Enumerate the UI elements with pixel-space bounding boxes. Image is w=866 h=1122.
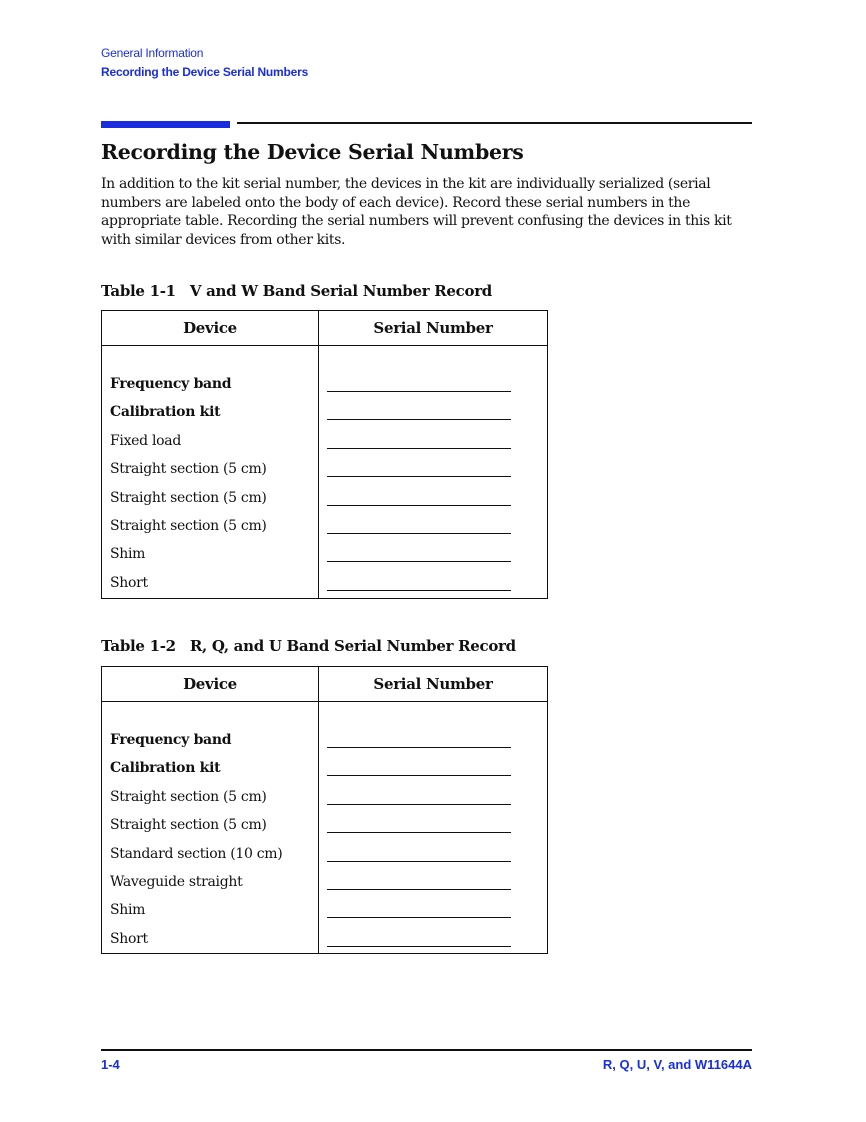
device-name: Straight section (5 cm)	[110, 461, 267, 478]
serial-number-blank	[327, 861, 511, 862]
serial-number-blank	[327, 832, 511, 833]
column-header-device: Device	[183, 319, 237, 337]
table-row	[102, 433, 547, 461]
column-header-serial-number: Serial Number	[373, 319, 493, 337]
column-header-serial-number: Serial Number	[373, 675, 493, 693]
page-title: Recording the Device Serial Numbers	[101, 140, 524, 164]
device-name: Waveguide straight	[110, 874, 243, 890]
serial-table-r-q-u-band	[101, 666, 548, 954]
section-accent-bar	[101, 121, 230, 128]
table-row	[102, 575, 547, 603]
serial-number-blank	[327, 946, 511, 947]
breadcrumb-subsection: Recording the Device Serial Numbers	[101, 65, 309, 79]
page-number: 1-4	[101, 1057, 120, 1072]
table-1-caption	[101, 282, 492, 300]
device-name: Straight section (5 cm)	[110, 518, 267, 534]
table-row	[102, 817, 547, 845]
table-header-row	[102, 311, 547, 346]
table-row	[102, 404, 547, 432]
serial-number-blank	[327, 804, 511, 805]
device-name: Fixed load	[110, 432, 181, 449]
serial-number-blank	[327, 476, 511, 477]
column-header-device: Device	[183, 675, 237, 693]
intro-paragraph: In addition to the kit serial number, the devices in the kit are individually serialized (serial numbers are labeled onto the body of each device). Record these serial numbers in the appropriate table. Recording the serial numbers will prevent confusing the devices in this kit with similar devices from other kits.	[101, 176, 732, 248]
serial-number-blank	[327, 747, 511, 748]
table-header-row	[102, 667, 547, 702]
manual-model: R, Q, U, V, and W11644A	[602, 1057, 752, 1072]
device-name: Calibration kit	[110, 760, 221, 777]
serial-number-blank	[327, 917, 511, 918]
table-2-caption	[101, 637, 516, 655]
device-name: Straight section (5 cm)	[110, 788, 267, 805]
table-row	[102, 902, 547, 930]
table-row	[102, 376, 547, 404]
device-name: Short	[110, 574, 148, 591]
serial-number-blank	[327, 448, 511, 449]
device-name: Short	[110, 930, 148, 947]
breadcrumb-section: General Information	[101, 46, 204, 60]
table-row	[102, 546, 547, 574]
device-name: Standard section (10 cm)	[110, 845, 283, 862]
device-name: Calibration kit	[110, 404, 221, 421]
footer-rule	[101, 1049, 752, 1051]
table-row	[102, 518, 547, 546]
serial-number-blank	[327, 533, 511, 534]
table-row	[102, 490, 547, 518]
table-row	[102, 760, 547, 788]
table-1-title: V and W Band Serial Number Record	[189, 282, 492, 300]
device-name: Straight section (5 cm)	[110, 489, 267, 506]
table-row	[102, 789, 547, 817]
serial-number-blank	[327, 889, 511, 890]
device-name: Straight section (5 cm)	[110, 817, 267, 834]
table-row	[102, 874, 547, 902]
device-name: Shim	[110, 546, 146, 563]
serial-number-blank	[327, 505, 511, 506]
serial-number-blank	[327, 419, 511, 420]
serial-number-blank	[327, 391, 511, 392]
device-name: Frequency band	[110, 376, 232, 392]
table-row	[102, 461, 547, 489]
section-rule	[237, 122, 752, 124]
table-row	[102, 931, 547, 959]
table-2-title: R, Q, and U Band Serial Number Record	[189, 637, 516, 655]
serial-number-blank	[327, 775, 511, 776]
table-2-number: Table 1-2	[101, 637, 176, 655]
device-name: Frequency band	[110, 732, 232, 748]
device-name: Shim	[110, 902, 146, 919]
serial-table-v-w-band	[101, 310, 548, 599]
table-row	[102, 732, 547, 760]
serial-number-blank	[327, 590, 511, 591]
serial-number-blank	[327, 561, 511, 562]
table-row	[102, 846, 547, 874]
table-1-number: Table 1-1	[101, 282, 176, 300]
